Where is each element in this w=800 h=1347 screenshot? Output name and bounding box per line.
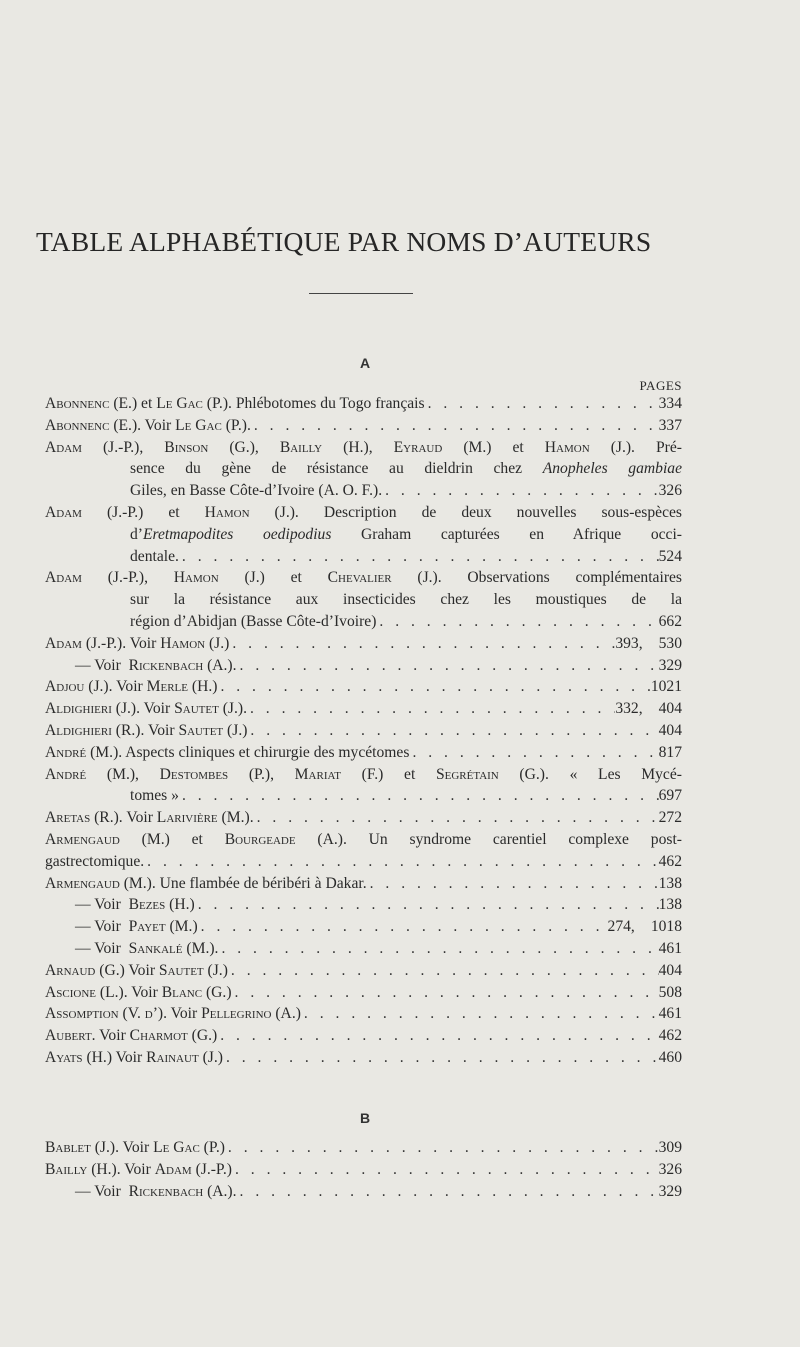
index-entry: Armengaud (M.) et Bourgeade (A.). Un syndrome carentiel complexe post- — [45, 830, 682, 848]
leader-dots — [409, 742, 658, 764]
leader-dots — [247, 698, 615, 720]
index-entry-continuation: tomes » . . . 697 — [45, 785, 682, 807]
leader-dots — [382, 480, 659, 502]
index-entry: Assomption (V. d’). Voir Pellegrino (A.) . . . 461 — [45, 1003, 682, 1025]
index-entry: Ascione (L.). Voir Blanc (G.) . . . 508 — [45, 982, 682, 1004]
leader-dots — [144, 851, 658, 873]
leader-dots — [367, 873, 659, 895]
index-entry: André (M.), Destombes (P.), Mariat (F.) et Segrétain (G.). « Les Mycé- — [45, 765, 682, 783]
index-entry: Adam (J.-P.) et Hamon (J.). Description de deux nouvelles sous-espèces — [45, 503, 683, 521]
pages-column-header: PAGES — [639, 378, 682, 393]
index-entry: Aretas (R.). Voir Larivière (M.). . . . 272 — [45, 807, 682, 829]
page-number: 334 — [658, 395, 682, 412]
page-number: 697 — [658, 787, 682, 805]
index-entry-continuation: Giles, en Basse Côte-d’Ivoire (A. O. F.). . . . 326 — [45, 480, 682, 502]
leader-dots — [217, 1025, 658, 1047]
index-entry: — Voir Rickenbach (A.). . . . 329 — [45, 1181, 682, 1203]
leader-dots — [225, 1137, 659, 1159]
index-entry: Abonnenc (E.). Voir Le Gac (P.). . . . 337 — [45, 415, 682, 437]
page-number: 662 — [658, 612, 682, 630]
page-number: 404 — [658, 721, 682, 739]
leader-dots — [301, 1003, 659, 1025]
page-number: 508 — [658, 983, 682, 1001]
index-entry: Aubert. Voir Charmot (G.) . . . 462 — [45, 1025, 682, 1047]
page-number: 461 — [658, 939, 682, 957]
leader-dots — [228, 960, 659, 982]
leader-dots — [247, 720, 658, 742]
index-entry: Adam (J.-P.). Voir Hamon (J.) . . . 393, 530 — [45, 633, 682, 655]
page-title: TABLE ALPHABÉTIQUE PAR NOMS D’AUTEURS — [36, 226, 652, 257]
index-entry-continuation: sence du gène de résistance au dieldrin chez Anopheles gambiae — [130, 460, 682, 478]
leader-dots — [198, 916, 608, 938]
leader-dots — [232, 1159, 659, 1181]
index-entry: Abonnenc (E.) et Le Gac (P.). Phlébotomes du Togo français . . . 334 — [45, 393, 682, 415]
page-number: 461 — [658, 1005, 682, 1023]
index-entry: Aldighieri (J.). Voir Sautet (J.). . . . 332, 404 — [45, 698, 682, 720]
leader-dots — [237, 1181, 659, 1203]
page-number: 524 — [658, 547, 682, 565]
page-number: 329 — [658, 1182, 682, 1200]
page-number: 460 — [658, 1048, 682, 1066]
index-entry: Arnaud (G.) Voir Sautet (J.) . . . 404 — [45, 960, 682, 982]
index-entry-continuation: région d’Abidjan (Basse Côte-d’Ivoire) . . . 662 — [45, 611, 682, 633]
section-letter-a: A — [359, 355, 371, 371]
index-entry: André (M.). Aspects cliniques et chirurgie des mycétomes . . . 817 — [45, 742, 682, 764]
page-number: 404 — [658, 961, 682, 979]
index-entry-continuation: sur la résistance aux insecticides chez les moustiques de la — [130, 591, 682, 609]
leader-dots — [232, 982, 659, 1004]
leader-dots — [376, 611, 658, 633]
index-entry: — Voir Sankalé (M.). . . . 461 — [45, 938, 682, 960]
page-number: 817 — [658, 743, 682, 761]
index-entry: — Voir Bezes (H.) . . . 138 — [45, 894, 682, 916]
page-number: 462 — [658, 852, 682, 870]
leader-dots — [195, 894, 659, 916]
leader-dots — [217, 676, 650, 698]
leader-dots — [425, 393, 659, 415]
index-entry: Adjou (J.). Voir Merle (H.) . . . 1021 — [45, 676, 682, 698]
leader-dots — [179, 785, 659, 807]
leader-dots — [251, 415, 659, 437]
index-entry: Ayats (H.) Voir Rainaut (J.) . . . 460 — [45, 1047, 682, 1069]
page-number: 329 — [658, 656, 682, 674]
index-section-b — [45, 1137, 682, 1202]
index-entry: — Voir Payet (M.) . . . 274, 1018 — [45, 916, 682, 938]
leader-dots — [223, 1047, 659, 1069]
page-numbers: 393, 530 — [615, 634, 682, 652]
leader-dots — [237, 655, 659, 677]
page-number: 326 — [658, 1160, 682, 1178]
page-numbers: 332, 404 — [615, 700, 682, 718]
page-number: 326 — [658, 482, 682, 500]
index-entry-continuation: d’Eretmapodites oedipodius Graham capturées en Afrique occi- — [130, 525, 682, 543]
title-divider — [309, 293, 413, 294]
page-number: 138 — [658, 896, 682, 914]
leader-dots — [218, 938, 658, 960]
page-number: 272 — [658, 809, 682, 827]
index-entry: Aldighieri (R.). Voir Sautet (J.) . . . 404 — [45, 720, 682, 742]
page-number: 309 — [658, 1139, 682, 1156]
index-entry-continuation: gastrectomique. . . . 462 — [45, 851, 682, 873]
page-number: 462 — [658, 1027, 682, 1045]
leader-dots — [179, 546, 659, 568]
index-entry: Bablet (J.). Voir Le Gac (P.) . . . 309 — [45, 1137, 682, 1159]
index-entry: Adam (J.-P.), Hamon (J.) et Chevalier (J.). Observations complémentaires — [45, 569, 682, 587]
index-entry: Adam (J.-P.), Binson (G.), Bailly (H.), Eyraud (M.) et Hamon (J.). Pré- — [45, 438, 682, 456]
section-letter-b: B — [359, 1110, 371, 1126]
index-section-a — [45, 393, 682, 1069]
index-entry: — Voir Rickenbach (A.). . . . 329 — [45, 655, 682, 677]
index-entry: Armengaud (M.). Une flambée de béribéri à Dakar. . . . 138 — [45, 873, 682, 895]
leader-dots — [254, 807, 659, 829]
page-number: 1021 — [650, 678, 682, 696]
leader-dots — [229, 633, 615, 655]
index-entry-continuation: dentale. . . . 524 — [45, 546, 682, 568]
page-number: 138 — [658, 874, 682, 892]
page-number: 337 — [658, 416, 682, 434]
index-entry: Bailly (H.). Voir Adam (J.-P.) . . . 326 — [45, 1159, 682, 1181]
page-numbers: 274, 1018 — [607, 918, 682, 936]
